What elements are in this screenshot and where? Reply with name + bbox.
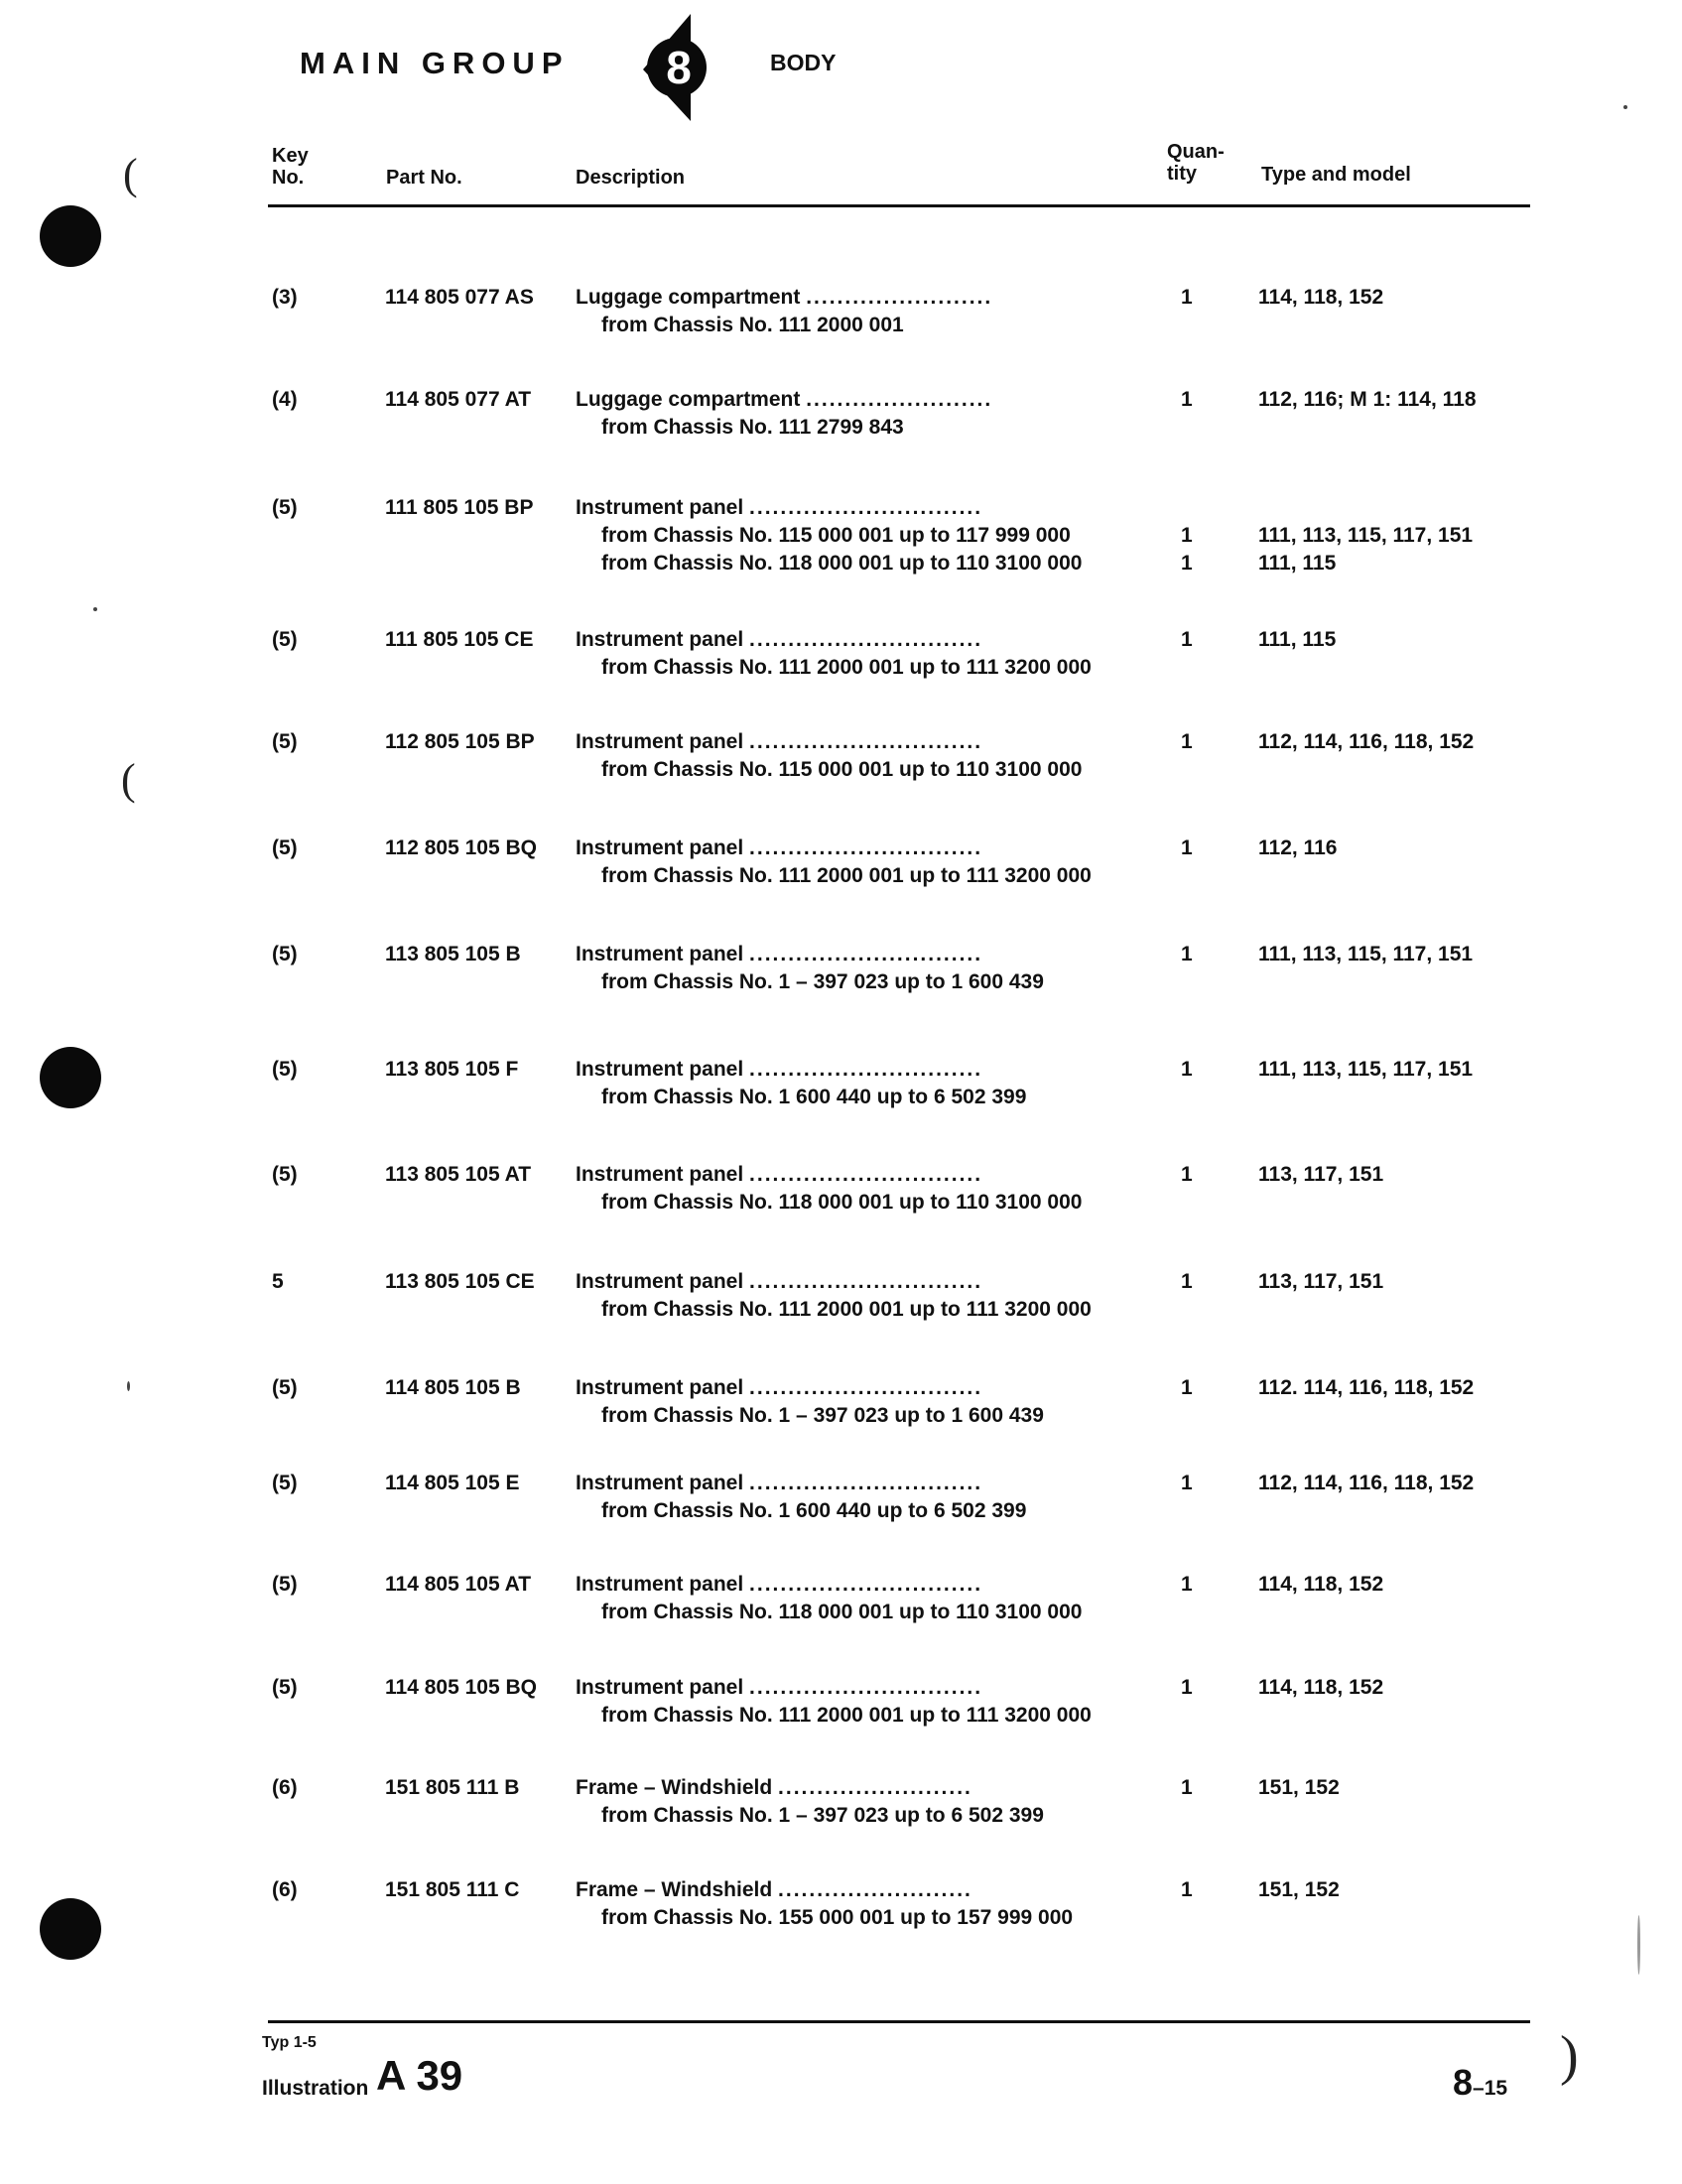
table-row: [0, 1376, 1682, 1440]
leader-dots: ..............................: [749, 1376, 983, 1399]
leader-dots: ..............................: [749, 1472, 983, 1494]
footer-rule: [268, 2020, 1530, 2023]
quantity: 1: [1181, 1270, 1193, 1293]
col-header-quantity-line2: tity: [1167, 163, 1197, 185]
type-model: 114, 118, 152: [1258, 1676, 1384, 1699]
chassis-range: from Chassis No. 111 2799 843: [601, 416, 904, 439]
col-header-type-model: Type and model: [1261, 164, 1411, 186]
type-model: 113, 117, 151: [1258, 1270, 1384, 1293]
chassis-range: from Chassis No. 155 000 001 up to 157 999 000: [601, 1906, 1074, 1929]
part-number: 151 805 111 B: [385, 1776, 520, 1799]
description-text: Luggage compartment: [576, 388, 801, 411]
table-row: [0, 1573, 1682, 1636]
part-number: 114 805 105 E: [385, 1472, 520, 1494]
key-number: (5): [272, 1676, 298, 1699]
leader-dots: .........................: [778, 1878, 972, 1901]
description: [576, 286, 992, 310]
description: [576, 1878, 972, 1902]
description: [576, 1163, 982, 1187]
type-model: 111, 115: [1258, 628, 1337, 651]
key-number: (5): [272, 1058, 298, 1081]
leader-dots: ..............................: [749, 1676, 983, 1699]
type-model: 112, 116: [1258, 836, 1338, 859]
chassis-range: from Chassis No. 111 2000 001: [601, 314, 904, 336]
table-row: [0, 1776, 1682, 1840]
type-model: 111, 113, 115, 117, 151: [1258, 524, 1474, 547]
description: [576, 730, 982, 754]
table-row: [0, 1058, 1682, 1121]
quantity: 1: [1181, 524, 1193, 547]
quantity: 1: [1181, 836, 1193, 859]
leader-dots: ........................: [806, 286, 993, 309]
description-text: Instrument panel: [576, 1472, 744, 1494]
speck: [1623, 105, 1627, 109]
col-header-quantity: [1167, 141, 1225, 185]
chassis-range: from Chassis No. 115 000 001 up to 117 999 000: [601, 524, 1071, 547]
part-number: 151 805 111 C: [385, 1878, 520, 1901]
header-rule: [268, 204, 1530, 207]
group-number: 8: [666, 42, 692, 93]
type-model: 112, 114, 116, 118, 152: [1258, 730, 1475, 753]
chassis-range: from Chassis No. 1 600 440 up to 6 502 399: [601, 1499, 1027, 1522]
description: [576, 1376, 982, 1400]
type-model: 151, 152: [1258, 1776, 1340, 1799]
description: [576, 1573, 982, 1597]
quantity: 1: [1181, 1376, 1193, 1399]
description-text: Instrument panel: [576, 1058, 744, 1081]
key-number: (5): [272, 1163, 298, 1186]
col-header-part: Part No.: [386, 167, 462, 189]
description-text: Instrument panel: [576, 1676, 744, 1699]
quantity: 1: [1181, 1676, 1193, 1699]
table-row: [0, 496, 1682, 587]
part-number: 114 805 105 B: [385, 1376, 521, 1399]
chassis-range: from Chassis No. 118 000 001 up to 110 3100 000: [601, 1191, 1083, 1214]
description: [576, 943, 982, 966]
quantity: 1: [1181, 1776, 1193, 1799]
description-text: Instrument panel: [576, 1270, 744, 1293]
description: [576, 1270, 982, 1294]
type-model: 114, 118, 152: [1258, 1573, 1384, 1596]
key-number: (3): [272, 286, 298, 309]
quantity: 1: [1181, 730, 1193, 753]
description-text: Instrument panel: [576, 1573, 744, 1596]
type-model: 114, 118, 152: [1258, 286, 1384, 309]
part-number: 113 805 105 AT: [385, 1163, 532, 1186]
chassis-range: from Chassis No. 1 – 397 023 up to 1 600 439: [601, 970, 1044, 993]
part-number: 113 805 105 B: [385, 943, 521, 965]
triangle-badge-icon: [633, 10, 714, 121]
part-number: 114 805 105 BQ: [385, 1676, 537, 1699]
key-number: (6): [272, 1776, 298, 1799]
chassis-range: from Chassis No. 111 2000 001 up to 111 3200 000: [601, 864, 1092, 887]
margin-mark-top: (: [123, 150, 138, 198]
key-number: (5): [272, 943, 298, 965]
quantity: 1: [1181, 628, 1193, 651]
chassis-range: from Chassis No. 1 – 397 023 up to 1 600 439: [601, 1404, 1044, 1427]
description-text: Frame – Windshield: [576, 1878, 773, 1901]
key-number: (5): [272, 1472, 298, 1494]
description: [576, 628, 982, 652]
description: [576, 1472, 982, 1495]
quantity: 1: [1181, 943, 1193, 965]
col-header-description: Description: [576, 167, 686, 189]
type-model: 112. 114, 116, 118, 152: [1258, 1376, 1475, 1399]
leader-dots: ..............................: [749, 1270, 983, 1293]
leader-dots: ..............................: [749, 943, 983, 965]
page-number-sub: –15: [1473, 2077, 1508, 2100]
key-number: 5: [272, 1270, 284, 1293]
description: [576, 496, 982, 520]
section-title: BODY: [770, 50, 837, 75]
quantity: 1: [1181, 388, 1193, 411]
type-model: 113, 117, 151: [1258, 1163, 1384, 1186]
quantity: 1: [1181, 552, 1193, 575]
description-text: Instrument panel: [576, 836, 744, 859]
key-number: (5): [272, 628, 298, 651]
chassis-range: from Chassis No. 118 000 001 up to 110 3100 000: [601, 552, 1083, 575]
table-row: [0, 1163, 1682, 1226]
col-header-key: [272, 145, 309, 189]
description: [576, 836, 982, 860]
type-model: 111, 113, 115, 117, 151: [1258, 943, 1474, 965]
type-model: 111, 115: [1258, 552, 1337, 575]
table-row: [0, 388, 1682, 451]
type-model: 112, 114, 116, 118, 152: [1258, 1472, 1475, 1494]
part-number: 113 805 105 CE: [385, 1270, 535, 1293]
table-row: [0, 1472, 1682, 1535]
illustration-label: Illustration: [262, 2077, 369, 2100]
quantity: 1: [1181, 1163, 1193, 1186]
chassis-range: from Chassis No. 118 000 001 up to 110 3100 000: [601, 1601, 1083, 1623]
quantity: 1: [1181, 1058, 1193, 1081]
quantity: 1: [1181, 1472, 1193, 1494]
table-row: [0, 943, 1682, 1006]
chassis-range: from Chassis No. 111 2000 001 up to 111 3200 000: [601, 1704, 1092, 1727]
table-row: [0, 286, 1682, 349]
part-number: 114 805 105 AT: [385, 1573, 532, 1596]
leader-dots: ........................: [806, 388, 993, 411]
part-number: 112 805 105 BP: [385, 730, 535, 753]
type-model: 112, 116; M 1: 114, 118: [1258, 388, 1477, 411]
part-number: 114 805 077 AT: [385, 388, 532, 411]
type-model: 151, 152: [1258, 1878, 1340, 1901]
illustration-code: A 39: [376, 2052, 463, 2099]
table-row: [0, 836, 1682, 900]
page-number: [1453, 2062, 1507, 2104]
part-number: 112 805 105 BQ: [385, 836, 537, 859]
chassis-range: from Chassis No. 1 600 440 up to 6 502 399: [601, 1086, 1027, 1108]
chassis-range: from Chassis No. 111 2000 001 up to 111 3200 000: [601, 656, 1092, 679]
type-note: Typ 1-5: [262, 2034, 317, 2051]
col-header-quantity-line1: Quan-: [1167, 141, 1225, 163]
quantity: 1: [1181, 1573, 1193, 1596]
table-row: [0, 1676, 1682, 1739]
key-number: (5): [272, 836, 298, 859]
description: [576, 1058, 982, 1082]
chassis-range: from Chassis No. 111 2000 001 up to 111 3200 000: [601, 1298, 1092, 1321]
key-number: (5): [272, 496, 298, 519]
group-number-badge: [633, 10, 714, 121]
description-text: Instrument panel: [576, 943, 744, 965]
quantity: 1: [1181, 1878, 1193, 1901]
leader-dots: ..............................: [749, 496, 983, 519]
col-header-key-line2: No.: [272, 167, 305, 189]
binder-hole-top: [40, 205, 101, 267]
col-header-key-line1: Key: [272, 145, 309, 167]
description-text: Instrument panel: [576, 496, 744, 519]
key-number: (5): [272, 1573, 298, 1596]
leader-dots: ..............................: [749, 730, 983, 753]
margin-mark-bottom-right: ): [1560, 2025, 1579, 2087]
chassis-range: from Chassis No. 115 000 001 up to 110 3100 000: [601, 758, 1083, 781]
key-number: (5): [272, 1376, 298, 1399]
leader-dots: ..............................: [749, 1163, 983, 1186]
leader-dots: ..............................: [749, 628, 983, 651]
part-number: 111 805 105 CE: [385, 628, 534, 651]
type-model: 111, 113, 115, 117, 151: [1258, 1058, 1474, 1081]
quantity: 1: [1181, 286, 1193, 309]
chassis-range: from Chassis No. 1 – 397 023 up to 6 502 399: [601, 1804, 1044, 1827]
leader-dots: .........................: [778, 1776, 972, 1799]
speck: [93, 607, 97, 611]
main-group-label: MAIN GROUP: [300, 46, 570, 80]
table-row: [0, 730, 1682, 794]
description-text: Instrument panel: [576, 1376, 744, 1399]
part-number: 114 805 077 AS: [385, 286, 534, 309]
page-number-main: 8: [1453, 2062, 1474, 2103]
description: [576, 1776, 972, 1800]
description-text: Instrument panel: [576, 730, 744, 753]
key-number: (5): [272, 730, 298, 753]
description: [576, 1676, 982, 1700]
leader-dots: ..............................: [749, 836, 983, 859]
table-row: [0, 1878, 1682, 1942]
leader-dots: ..............................: [749, 1058, 983, 1081]
part-number: 113 805 105 F: [385, 1058, 519, 1081]
description-text: Luggage compartment: [576, 286, 801, 309]
table-row: [0, 1270, 1682, 1334]
table-row: [0, 628, 1682, 692]
key-number: (4): [272, 388, 298, 411]
leader-dots: ..............................: [749, 1573, 983, 1596]
part-number: 111 805 105 BP: [385, 496, 534, 519]
description: [576, 388, 992, 412]
description-text: Instrument panel: [576, 1163, 744, 1186]
description-text: Frame – Windshield: [576, 1776, 773, 1799]
key-number: (6): [272, 1878, 298, 1901]
margin-mark-middle: (: [121, 755, 136, 804]
description-text: Instrument panel: [576, 628, 744, 651]
